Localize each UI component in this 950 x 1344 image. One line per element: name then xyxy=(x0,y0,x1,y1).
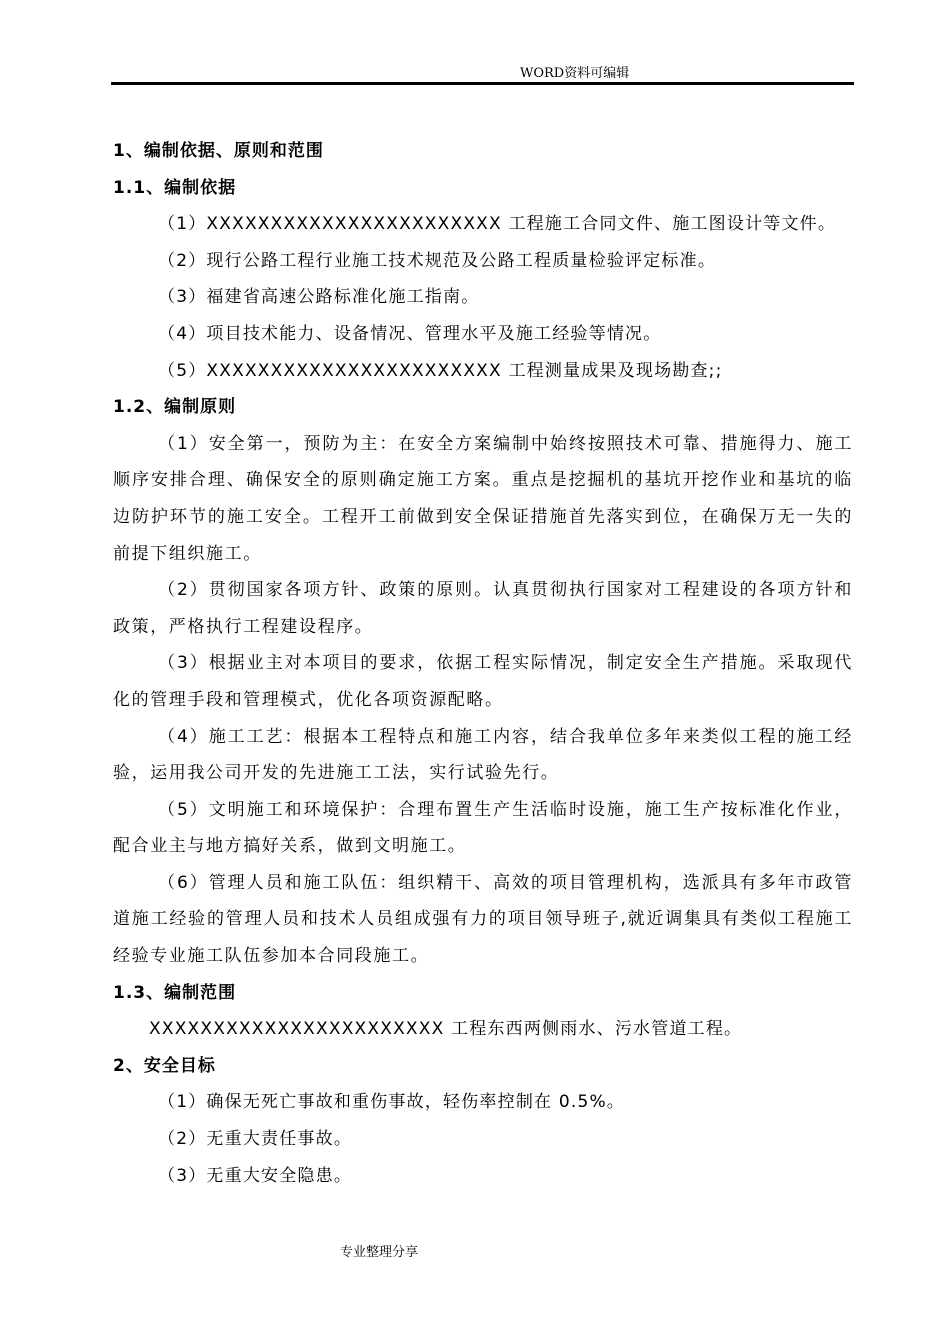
principle-paragraph: （2）贯彻国家各项方针、政策的原则。认真贯彻执行国家对工程建设的各项方针和政策，严格执行工程建设程序。 xyxy=(113,580,853,637)
page-header-text: WORD资料可编辑 xyxy=(520,66,630,81)
goal-item: （2）无重大责任事故。 xyxy=(158,1129,353,1150)
section-heading-1-1: 1.1、编制依据 xyxy=(113,177,237,198)
basis-item: （5）XXXXXXXXXXXXXXXXXXXXXXX 工程测量成果及现场勘查;; xyxy=(158,360,723,381)
principle-paragraph: （4）施工工艺：根据本工程特点和施工内容，结合我单位多年来类似工程的施工经验，运用我公司开发的先进施工工法，实行试验先行。 xyxy=(113,726,853,784)
basis-item: （1）XXXXXXXXXXXXXXXXXXXXXXX 工程施工合同文件、施工图设计等文件。 xyxy=(158,214,837,235)
document-body xyxy=(113,133,853,1194)
header-rule xyxy=(111,82,854,85)
page-footer-text: 专业整理分享 xyxy=(340,1245,419,1260)
basis-item: （4）项目技术能力、设备情况、管理水平及施工经验等情况。 xyxy=(158,323,662,344)
goal-item: （3）无重大安全隐患。 xyxy=(158,1165,353,1186)
section-heading-1-3: 1.3、编制范围 xyxy=(113,982,237,1003)
goal-item: （1）确保无死亡事故和重伤事故，轻伤率控制在 0.5%。 xyxy=(158,1092,626,1113)
section-heading-1-2: 1.2、编制原则 xyxy=(113,397,237,418)
principle-paragraph: （6）管理人员和施工队伍：组织精干、高效的项目管理机构，选派具有多年市政管道施工经验的管理人员和技术人员组成强有力的项目领导班子,就近调集具有类似工程施工经验专业施工队伍参加本合同段施工。 xyxy=(113,872,853,967)
section-heading-1: 1、编制依据、原则和范围 xyxy=(113,141,324,161)
principle-paragraph: （3）根据业主对本项目的要求，依据工程实际情况，制定安全生产措施。采取现代化的管理手段和管理模式，优化各项资源配略。 xyxy=(113,653,853,710)
basis-item: （2）现行公路工程行业施工技术规范及公路工程质量检验评定标准。 xyxy=(158,250,717,271)
principle-paragraph: （5）文明施工和环境保护：合理布置生产生活临时设施，施工生产按标准化作业，配合业主与地方搞好关系，做到文明施工。 xyxy=(113,799,853,857)
basis-item: （3）福建省高速公路标准化施工指南。 xyxy=(158,287,480,308)
section-heading-2: 2、安全目标 xyxy=(113,1055,216,1076)
scope-text: XXXXXXXXXXXXXXXXXXXXXXX 工程东西两侧雨水、污水管道工程。 xyxy=(149,1019,743,1040)
principle-paragraph: （1）安全第一，预防为主：在安全方案编制中始终按照技术可靠、措施得力、施工顺序安排合理、确保安全的原则确定施工方案。重点是挖掘机的基坑开挖作业和基坑的临边防护环节的施工安全。工程开工前做到安全保证措施首先落实到位，在确保万无一失的前提下组织施工。 xyxy=(113,433,853,564)
